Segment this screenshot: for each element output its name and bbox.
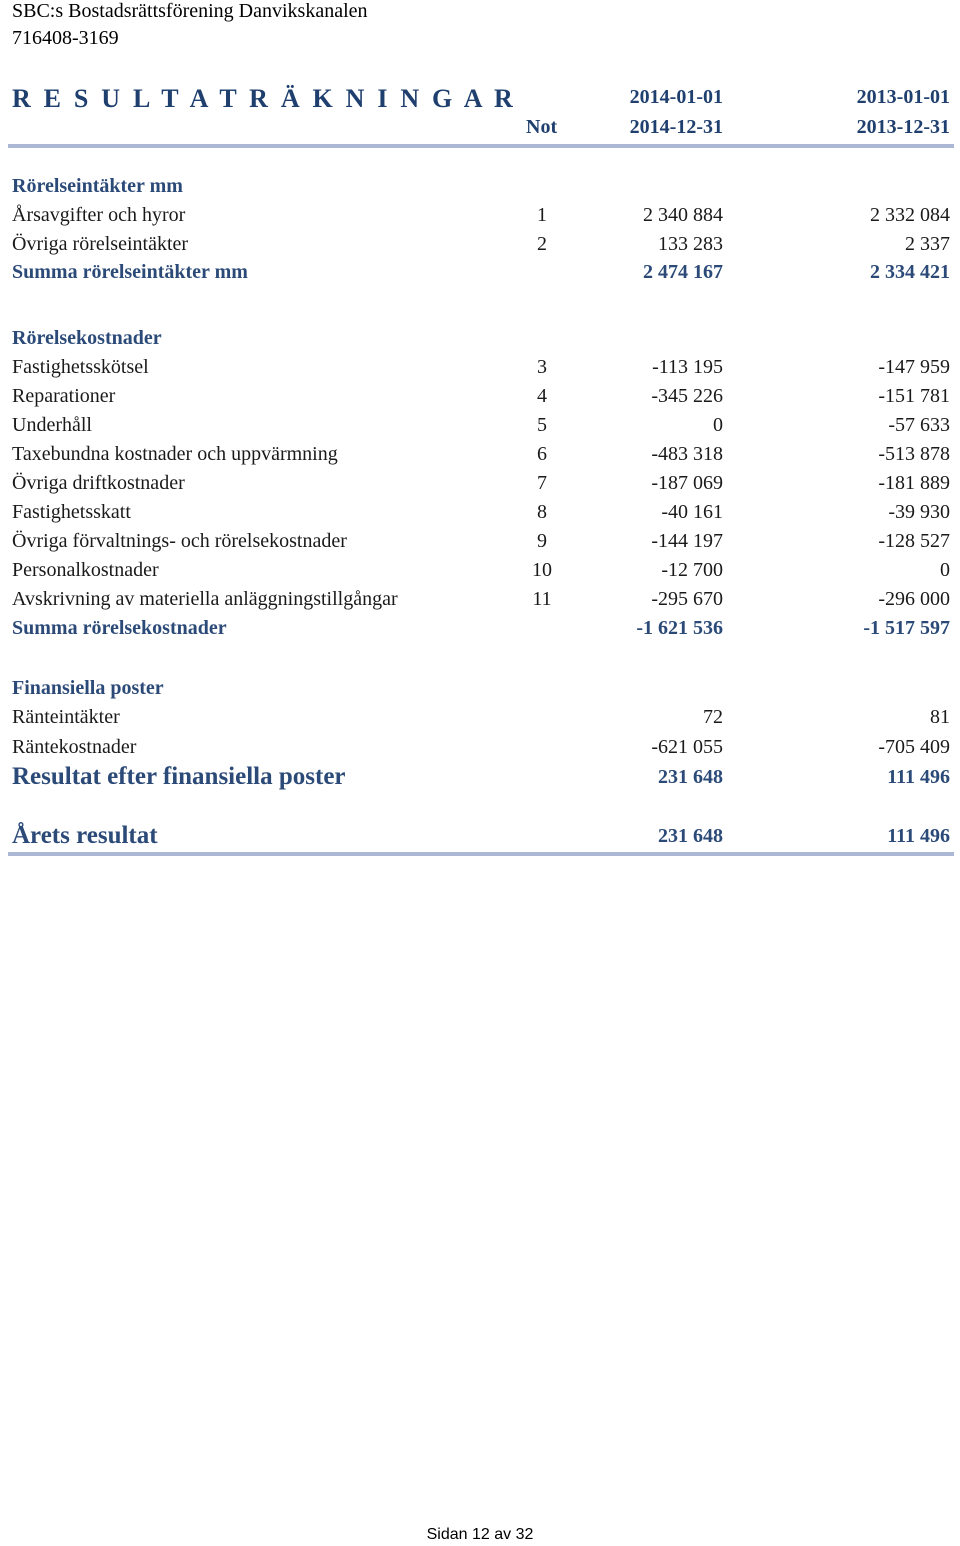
row-label: Övriga rörelseintäkter xyxy=(12,233,189,255)
table-row xyxy=(0,530,960,558)
table-row xyxy=(0,472,960,500)
row-value-2014: 231 648 xyxy=(658,825,723,847)
section-financial-items xyxy=(0,677,960,705)
row-value-2013: -39 930 xyxy=(888,501,950,523)
period-2013-start: 2013-01-01 xyxy=(856,86,950,108)
row-label: Övriga förvaltnings- och rörelsekostnader xyxy=(12,530,347,552)
row-label: Summa rörelseintäkter mm xyxy=(12,261,248,283)
row-value-2013: -57 633 xyxy=(888,414,950,436)
row-value-2013: -513 878 xyxy=(878,443,950,465)
annual-result-row xyxy=(0,822,960,850)
row-label: Finansiella poster xyxy=(12,677,164,699)
row-value-2014: -295 670 xyxy=(651,588,723,610)
row-label: Underhåll xyxy=(12,414,92,436)
row-label: Taxebundna kostnader och uppvärmning xyxy=(12,443,338,465)
row-note: 4 xyxy=(537,385,547,407)
row-value-2014: -113 195 xyxy=(652,356,723,378)
page-number: Sidan 12 av 32 xyxy=(426,1526,534,1543)
row-label: Resultat efter finansiella poster xyxy=(12,763,346,790)
row-value-2014: 2 340 884 xyxy=(643,204,723,226)
table-row xyxy=(0,736,960,764)
table-row xyxy=(0,588,960,616)
section-operating-costs xyxy=(0,327,960,355)
table-row xyxy=(0,385,960,413)
result-divider xyxy=(8,852,954,856)
result-after-financial-row xyxy=(0,763,960,791)
header-divider xyxy=(8,144,954,148)
row-note: 9 xyxy=(537,530,547,552)
row-label: Avskrivning av materiella anläggningstillgångar xyxy=(12,588,398,610)
row-label: Årets resultat xyxy=(12,822,158,849)
table-row xyxy=(0,233,960,261)
organization-number: 716408-3169 xyxy=(12,27,119,49)
table-row xyxy=(0,356,960,384)
row-value-2013: -296 000 xyxy=(878,588,950,610)
organization-name: SBC:s Bostadsrättsförening Danvikskanalen xyxy=(12,0,368,22)
row-note: 11 xyxy=(532,588,552,610)
sum-row xyxy=(0,617,960,645)
table-row xyxy=(0,501,960,529)
row-label: Årsavgifter och hyror xyxy=(12,204,186,226)
note-column-header: Not xyxy=(526,116,558,138)
row-label: Räntekostnader xyxy=(12,736,137,758)
row-value-2014: 231 648 xyxy=(658,766,723,788)
row-value-2013: -128 527 xyxy=(878,530,950,552)
row-value-2014: -621 055 xyxy=(651,736,723,758)
period-2014-start: 2014-01-01 xyxy=(629,86,723,108)
row-note: 10 xyxy=(532,559,552,581)
row-value-2014: 0 xyxy=(713,414,723,436)
row-note: 5 xyxy=(537,414,547,436)
row-value-2014: 72 xyxy=(703,706,723,728)
row-value-2014: -187 069 xyxy=(651,472,723,494)
table-row xyxy=(0,204,960,232)
row-note: 2 xyxy=(537,233,547,255)
row-label: Ränteintäkter xyxy=(12,706,120,728)
row-value-2013: 0 xyxy=(940,559,950,581)
row-value-2014: -12 700 xyxy=(661,559,723,581)
period-2014-end: 2014-12-31 xyxy=(629,116,723,138)
period-2013-end: 2013-12-31 xyxy=(856,116,950,138)
row-label: Rörelsekostnader xyxy=(12,327,162,349)
row-value-2013: -1 517 597 xyxy=(863,617,950,639)
row-value-2014: -483 318 xyxy=(651,443,723,465)
row-value-2013: 111 496 xyxy=(887,766,950,788)
row-value-2014: -40 161 xyxy=(661,501,723,523)
row-value-2014: -144 197 xyxy=(651,530,723,552)
row-label: Övriga driftkostnader xyxy=(12,472,185,494)
row-value-2013: 2 337 xyxy=(905,233,950,255)
row-value-2013: 2 332 084 xyxy=(870,204,950,226)
row-value-2014: 2 474 167 xyxy=(643,261,723,283)
table-row xyxy=(0,559,960,587)
row-value-2013: 81 xyxy=(930,706,950,728)
row-value-2013: -147 959 xyxy=(878,356,950,378)
row-note: 8 xyxy=(537,501,547,523)
row-note: 1 xyxy=(537,204,547,226)
report-title: R E S U L T A T R Ä K N I N G A R xyxy=(12,84,516,113)
row-value-2014: -345 226 xyxy=(651,385,723,407)
row-value-2013: -705 409 xyxy=(878,736,950,758)
sum-row xyxy=(0,261,960,289)
row-label: Fastighetsskötsel xyxy=(12,356,149,378)
row-label: Reparationer xyxy=(12,385,116,407)
table-row xyxy=(0,443,960,471)
row-label: Summa rörelsekostnader xyxy=(12,617,227,639)
row-note: 3 xyxy=(537,356,547,378)
row-label: Rörelseintäkter mm xyxy=(12,175,183,197)
row-note: 6 xyxy=(537,443,547,465)
table-row xyxy=(0,414,960,442)
row-label: Fastighetsskatt xyxy=(12,501,131,523)
row-value-2014: 133 283 xyxy=(658,233,723,255)
row-value-2014: -1 621 536 xyxy=(636,617,723,639)
row-value-2013: 111 496 xyxy=(887,825,950,847)
row-value-2013: -181 889 xyxy=(878,472,950,494)
row-label: Personalkostnader xyxy=(12,559,159,581)
row-value-2013: -151 781 xyxy=(878,385,950,407)
section-operating-income xyxy=(0,175,960,203)
row-value-2013: 2 334 421 xyxy=(870,261,950,283)
table-row xyxy=(0,706,960,734)
row-note: 7 xyxy=(537,472,547,494)
